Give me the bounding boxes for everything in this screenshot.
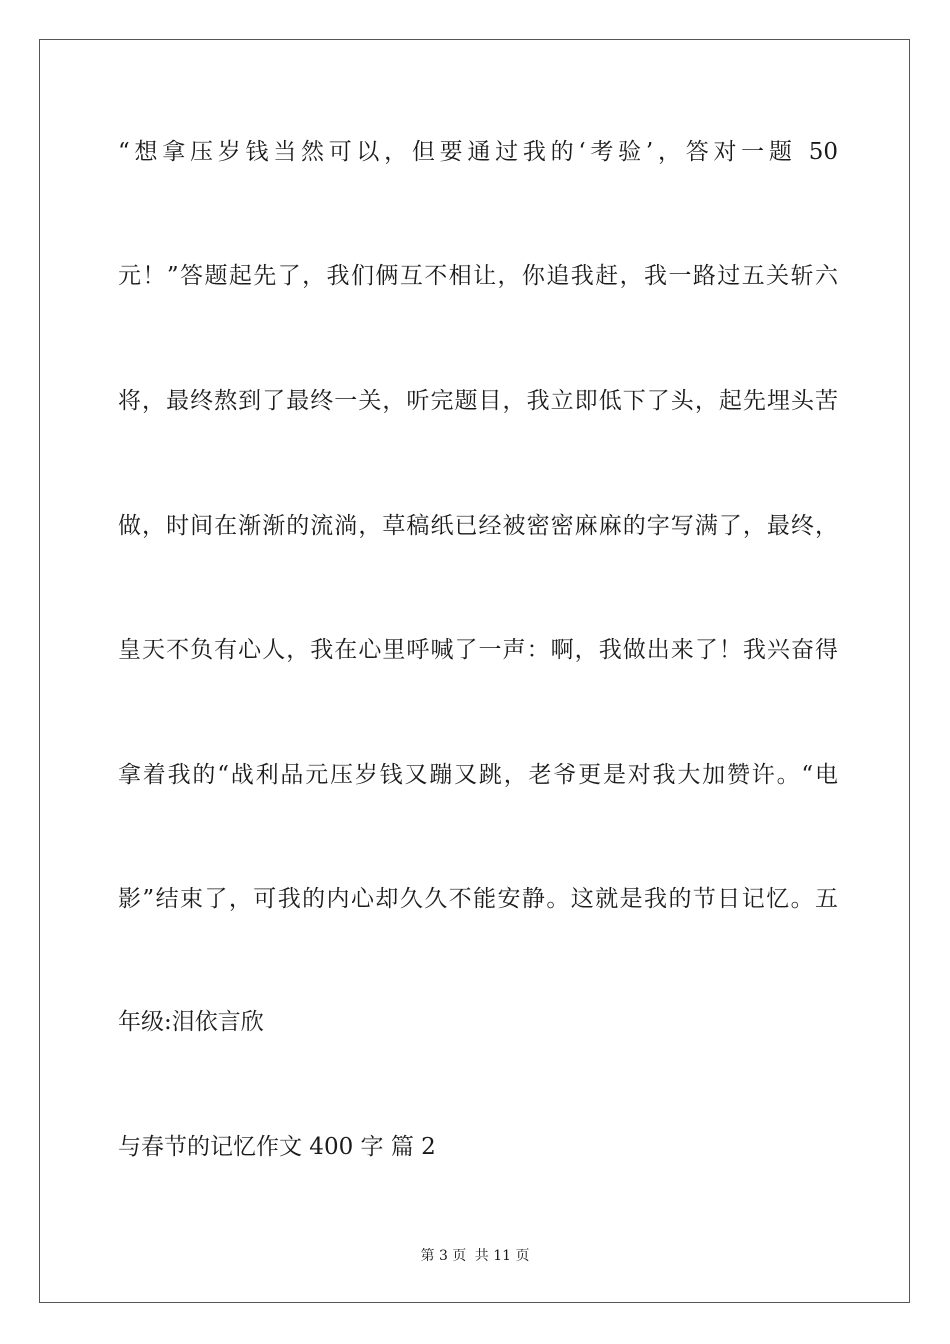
page-total: 共 11 页 [474,1248,530,1264]
page-border [39,39,910,1303]
paragraph-line-5: 皇天不负有心人，我在心里呼喊了一声：啊，我做出来了！我兴奋得 [118,637,838,663]
page-number: 第 3 页 [420,1248,467,1264]
page-footer [0,1247,950,1265]
paragraph-line-1: “想拿压岁钱当然可以，但要通过我的‘考验’，答对一题 50 [118,139,838,165]
paragraph-line-7: 影”结束了，可我的内心却久久不能安静。这就是我的节日记忆。五 [118,886,838,912]
paragraph-line-2: 元！”答题起先了，我们俩互不相让，你追我赶，我一路过五关斩六 [118,263,838,289]
section-heading: 与春节的记忆作文 400 字 篇 2 [118,1134,436,1160]
paragraph-line-4: 做，时间在渐渐的流淌，草稿纸已经被密密麻麻的字写满了，最终， [118,513,838,539]
paragraph-line-6: 拿着我的“战利品元压岁钱又蹦又跳，老爷更是对我大加赞许。“电 [118,762,838,788]
paragraph-line-8: 年级:泪依言欣 [118,1009,264,1035]
paragraph-line-3: 将，最终熬到了最终一关，听完题目，我立即低下了头，起先埋头苦 [118,388,838,414]
